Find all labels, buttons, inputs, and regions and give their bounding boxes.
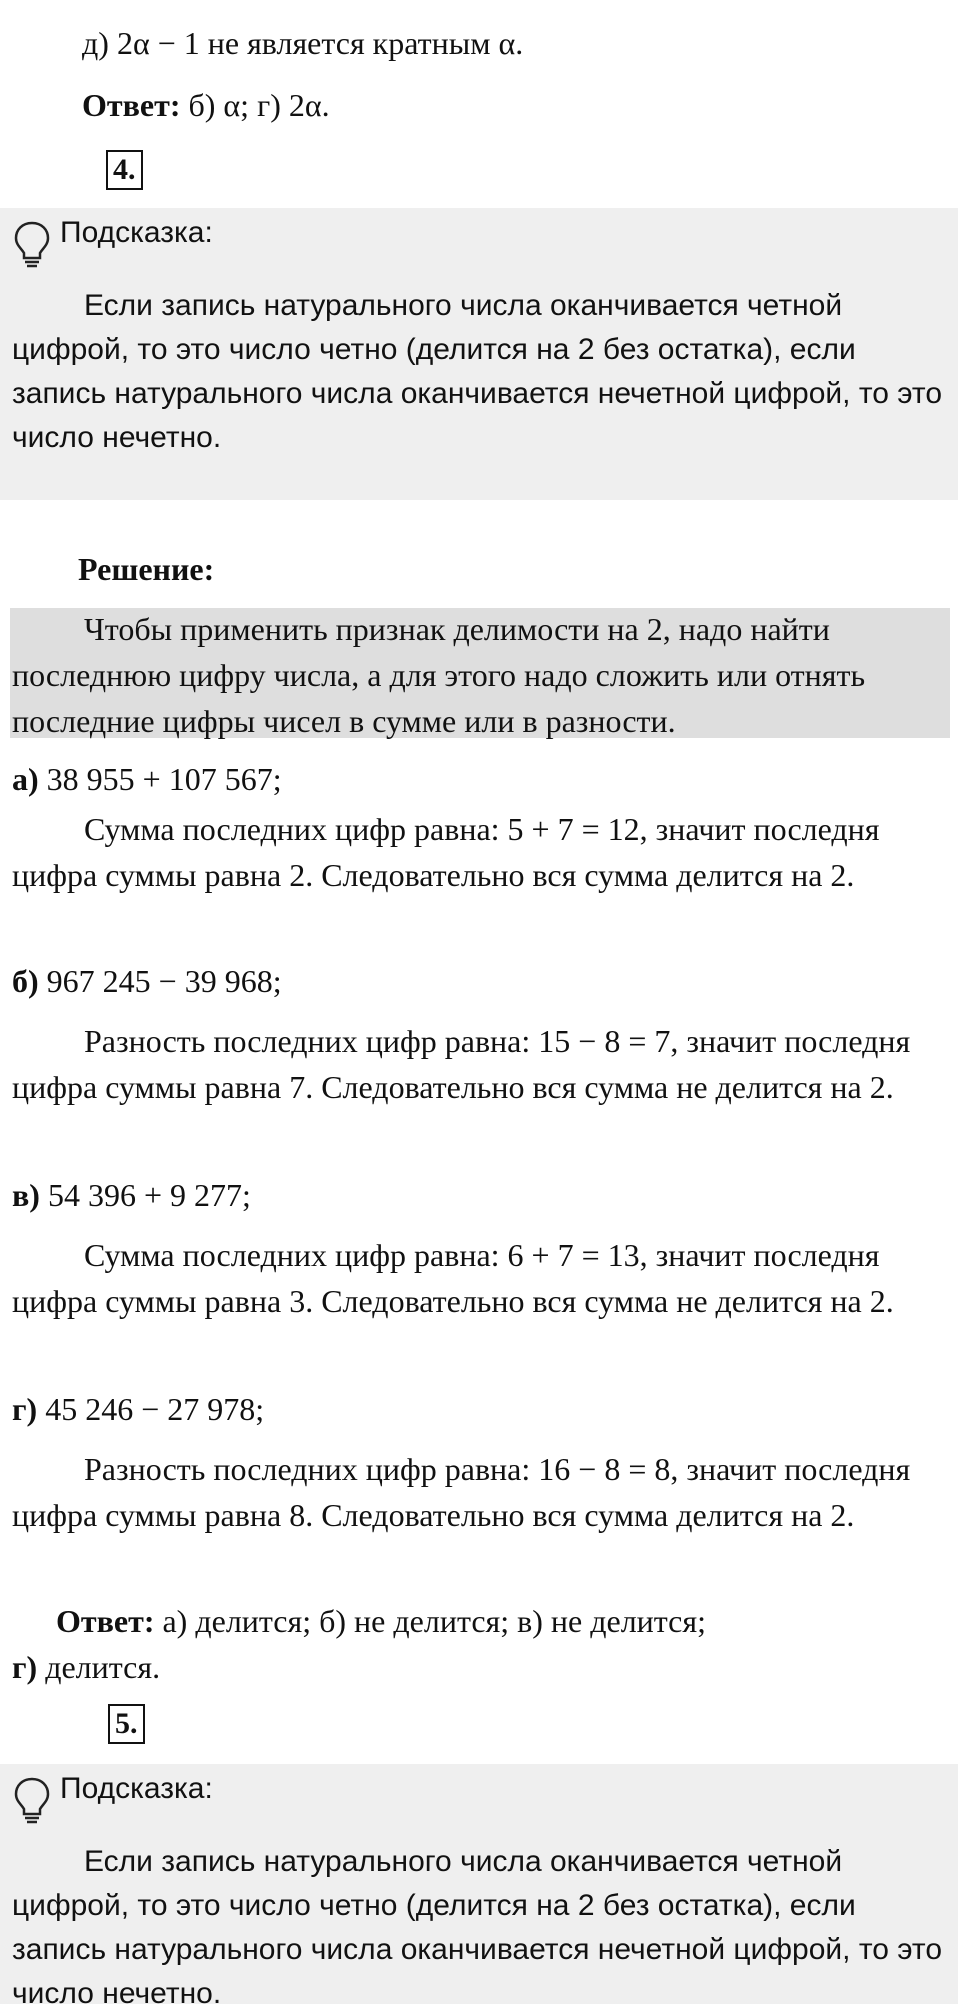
task-number-5: 5.	[108, 1704, 145, 1744]
hint-text: Если запись натурального числа оканчивается четной цифрой, то это число четно (делится на 2 без остатка), если запись натурального числа оканчивается нечетной цифрой, то это число нечетно.	[12, 289, 943, 454]
task-number-4: 4.	[106, 150, 143, 190]
answer-line	[82, 82, 330, 128]
solution-intro: Чтобы применить признак делимости на 2, надо найти последнюю цифру числа, а для этого надо сложить или отнять последние цифры чисел в сумме или в разности.	[12, 611, 866, 739]
answer-text: б) α; г) 2α.	[180, 87, 330, 123]
hint-title: Подсказка:	[60, 216, 213, 249]
item-v-explanation: Сумма последних цифр равна: 6 + 7 = 13, значит последня цифра суммы равна 3. Следовательно вся сумма не делится на 2.	[12, 1237, 894, 1319]
item-d-text: д) 2α − 1 не является кратным α.	[82, 25, 524, 61]
solution-label: Решение:	[78, 551, 215, 587]
task4-answer	[56, 1598, 706, 1644]
hint-box-4	[0, 208, 958, 500]
item-a-expression: а) 38 955 + 107 567;	[12, 761, 282, 797]
hint-text: Если запись натурального числа оканчивается четной цифрой, то это число четно (делится на 2 без остатка), если запись натурального числа оканчивается нечетной цифрой, то это число нечетно.	[12, 1845, 943, 2010]
item-v-expression: в) 54 396 + 9 277;	[12, 1177, 251, 1213]
item-g-expression: г) 45 246 − 27 978;	[12, 1391, 265, 1427]
item-b-explanation: Разность последних цифр равна: 15 − 8 = 7, значит последня цифра суммы равна 7. Следовательно вся сумма не делится на 2.	[12, 1023, 911, 1105]
answer-label: Ответ:	[82, 87, 181, 123]
lightbulb-icon	[12, 220, 52, 268]
hint-box-5	[0, 1764, 958, 2010]
answer-text: а) делится; б) не делится; в) не делится;	[154, 1603, 706, 1639]
item-b-expression: б) 967 245 − 39 968;	[12, 963, 282, 999]
answer-label: Ответ:	[56, 1603, 155, 1639]
hint-title: Подсказка:	[60, 1772, 213, 1805]
task4-answer-g: г) делится.	[12, 1649, 161, 1685]
item-a-explanation: Сумма последних цифр равна: 5 + 7 = 12, значит последня цифра суммы равна 2. Следовательно вся сумма делится на 2.	[12, 811, 880, 893]
item-g-explanation: Разность последних цифр равна: 16 − 8 = 8, значит последня цифра суммы равна 8. Следовательно вся сумма делится на 2.	[12, 1451, 911, 1533]
lightbulb-icon	[12, 1776, 52, 1824]
